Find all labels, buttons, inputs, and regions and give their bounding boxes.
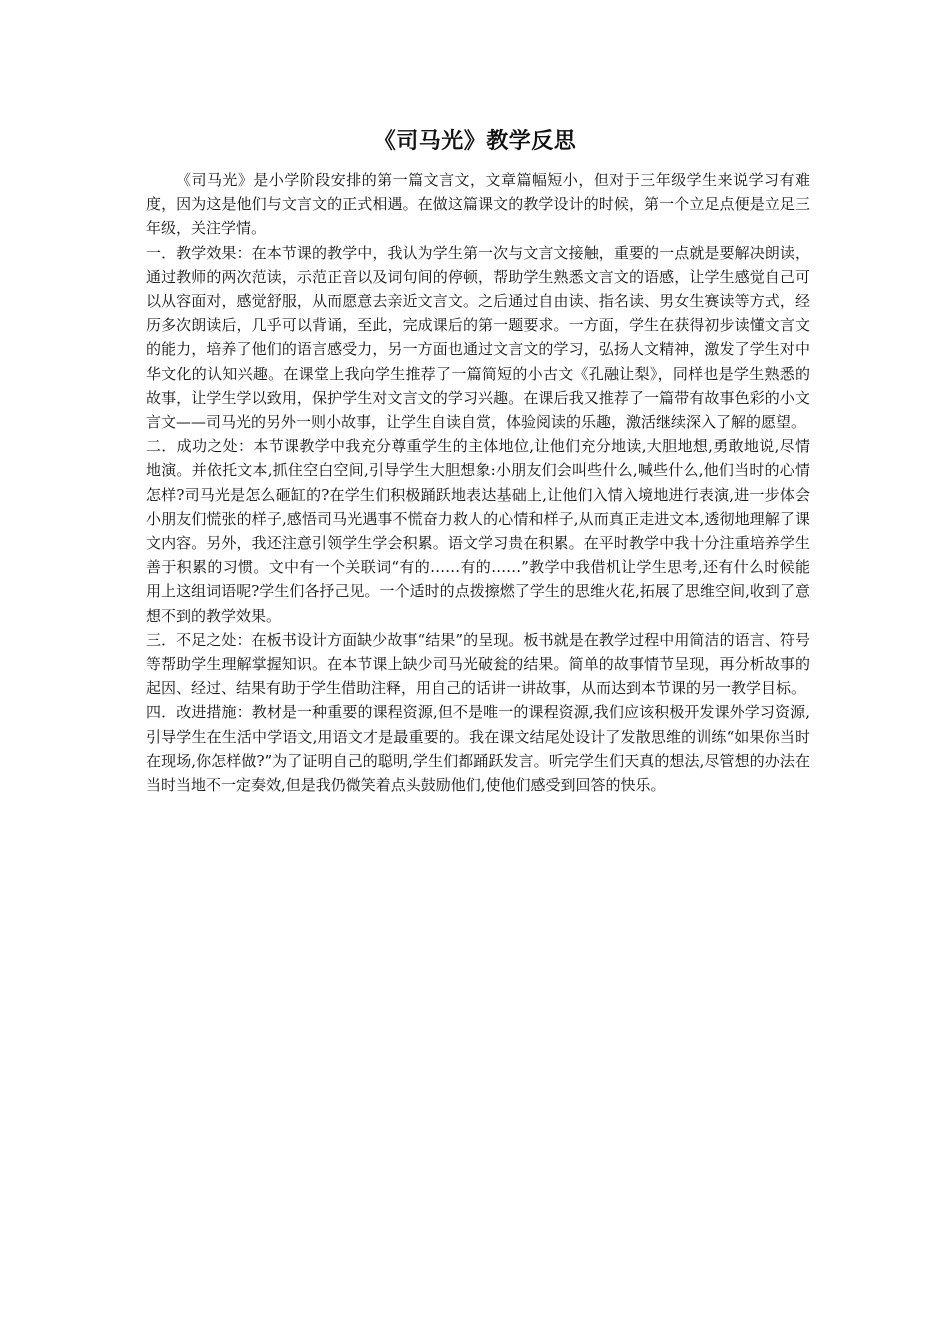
document-title: 《司马光》教学反思	[373, 129, 577, 154]
intro-paragraph: 《司马光》是小学阶段安排的第一篇文言文，文章篇幅短小，但对于三年级学生来说学习有难度，因为这是他们与文言文的正式相遇。在做这篇课文的教学设计的时候，第一个立足点便是立足三年级，关注学情。	[146, 171, 810, 238]
section-successes: 二．成功之处：本节课教学中我充分尊重学生的主体地位,让他们充分地读,大胆地想,勇敢地说,尽情地演。并依托文本,抓住空白空间,引导学生大胆想象:小朋友们会叫些什么,喊些什么,他们当时的心情怎样?司马光是怎么砸缸的?在学生们积极踊跃地表达基础上,让他们入情入境地进行表演,进一步体会小朋友们慌张的样子,感悟司马光遇事不慌奋力救人的心情和样子,从而真正走进文本,透彻地理解了课文内容。另外，我还注意引领学生学会积累。语文学习贵在积累。在平时教学中我十分注重培养学生善于积累的习惯。文中有一个关联词“有的……有的……”教学中我借机让学生思考,还有什么时候能用上这组词语呢?学生们各抒己见。一个适时的点拨擦燃了学生的思维火花,拓展了思维空间,收到了意想不到的教学效果。	[146, 437, 810, 625]
document-body	[146, 168, 810, 797]
section-teaching-effect: 一．教学效果：在本节课的教学中，我认为学生第一次与文言文接触，重要的一点就是要解决朗读，通过教师的两次范读，示范正音以及词句间的停顿，帮助学生熟悉文言文的语感，让学生感觉自己可以从容面对，感觉舒服，从而愿意去亲近文言文。之后通过自由读、指名读、男女生赛读等方式，经历多次朗读后，几乎可以背诵，至此，完成课后的第一题要求。一方面，学生在获得初步读懂文言文的能力，培养了他们的语言感受力，另一方面也通过文言文的学习，弘扬人文精神，激发了学生对中华文化的认知兴趣。在课堂上我向学生推荐了一篇简短的小古文《孔融让梨》，同样也是学生熟悉的故事，让学生学以致用，保护学生对文言文的学习兴趣。在课后我又推荐了一篇带有故事色彩的小文言文——司马光的另外一则小故事，让学生自读自赏，体验阅读的乐趣，激活继续深入了解的愿望。	[146, 243, 810, 432]
section-improvements: 四．改进措施：教材是一种重要的课程资源,但不是唯一的课程资源,我们应该积极开发课外学习资源,引导学生在生活中学语文,用语文才是最重要的。我在课文结尾处设计了发散思维的训练“如果你当时在现场,你怎样做?”为了证明自己的聪明,学生们都踊跃发言。听完学生们天真的想法,尽管想的办法在当时当地不一定奏效,但是我仍微笑着点头鼓励他们,使他们感受到回答的快乐。	[146, 703, 810, 795]
section-shortcomings: 三．不足之处：在板书设计方面缺少故事“结果”的呈现。板书就是在教学过程中用简洁的语言、符号等帮助学生理解掌握知识。在本节课上缺少司马光破瓮的结果。简单的故事情节呈现，再分析故事的起因、经过、结果有助于学生借助注释，用自己的话讲一讲故事，从而达到本节课的另一教学目标。	[146, 630, 810, 698]
